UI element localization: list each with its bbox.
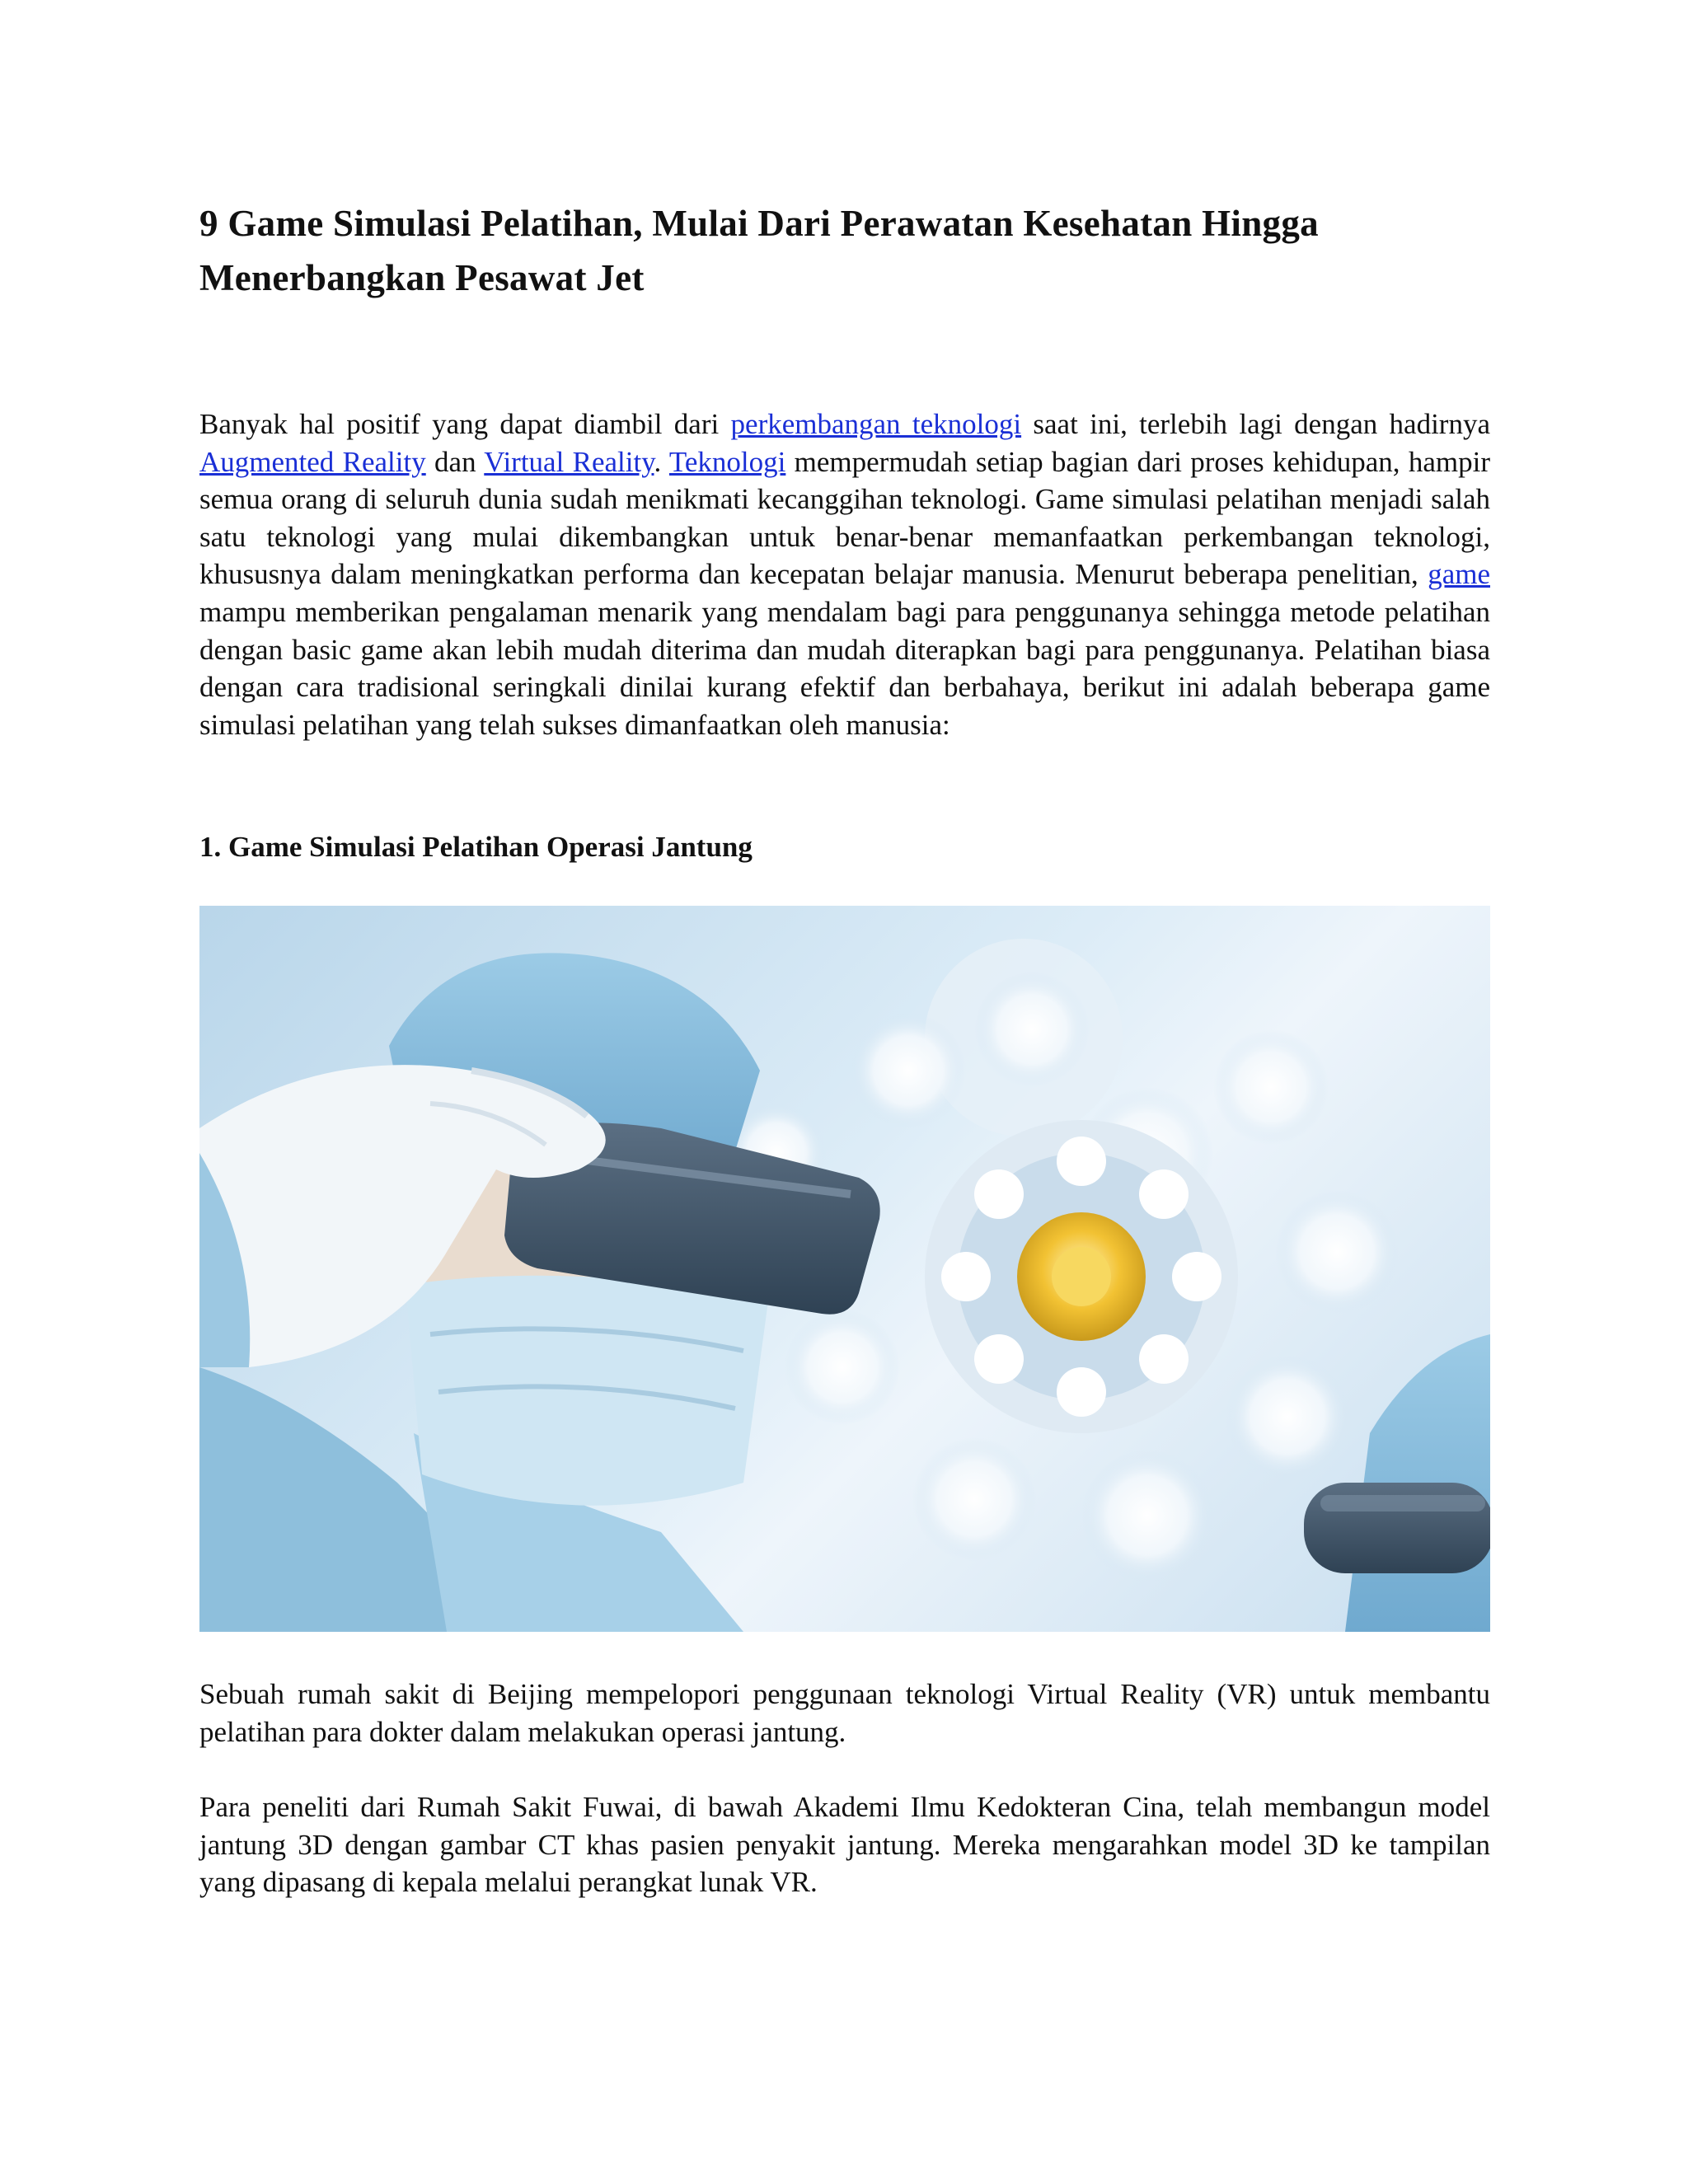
paragraph-2: Para peneliti dari Rumah Sakit Fuwai, di bawah Akademi Ilmu Kedokteran Cina, telah membangun model jantung 3D dengan gambar CT khas pasien penyakit jantung. Mereka mengarahkan model 3D ke tampilan yang dipasang di kepala melalui perangkat lunak VR. <box>199 1791 1490 1899</box>
intro-text-6: mampu memberikan pengalaman menarik yang mendalam bagi para penggunanya sehingga metode pelatihan dengan basic game akan lebih mudah diterima dan mudah diterapkan bagi para penggunanya. Pelatihan biasa dengan cara tradisional seringkali dinilai kurang efektif dan berbahaya, berikut ini adalah beberapa game simulasi pelatihan yang telah sukses dimanfaatkan oleh manusia: <box>199 595 1490 741</box>
section-heading: 1. Game Simulasi Pelatihan Operasi Jantung <box>199 831 753 863</box>
intro-paragraph <box>199 405 1490 743</box>
link-teknologi[interactable]: Teknologi <box>668 445 786 478</box>
link-game[interactable]: game <box>1428 558 1490 591</box>
intro-text-2: saat ini, terlebih lagi dengan hadirnya <box>1021 408 1490 440</box>
main-surgeon <box>199 953 880 1632</box>
surgeon-vr-photo <box>199 906 1490 1632</box>
intro-text-4: . <box>654 445 669 478</box>
paragraph-1: Sebuah rumah sakit di Beijing mempelopori penggunaan teknologi Virtual Reality (VR) untuk membantu pelatihan para dokter dalam melakukan operasi jantung. <box>199 1678 1490 1748</box>
link-virtual-reality[interactable]: Virtual Reality <box>484 445 654 478</box>
intro-text-3: dan <box>425 445 485 478</box>
article-title: 9 Game Simulasi Pelatihan, Mulai Dari Perawatan Kesehatan Hingga Menerbangkan Pesawat Jet <box>199 203 1319 298</box>
link-augmented-reality[interactable]: Augmented Reality <box>199 445 426 478</box>
intro-text-5: mempermudah setiap bagian dari proses kehidupan, hampir semua orang di seluruh dunia sudah menikmati kecanggihan teknologi. Game simulasi pelatihan menjadi salah satu teknologi yang mulai dikembangkan untuk benar-benar memanfaatkan perkembangan teknologi, khususnya dalam meningkatkan performa dan kecepatan belajar manusia. Menurut beberapa penelitian, <box>199 445 1491 591</box>
intro-text-1: Banyak hal positif yang dapat diambil dari <box>199 408 731 440</box>
link-perkembangan-teknologi[interactable]: perkembangan teknologi <box>730 408 1022 440</box>
surgeon-vr-illustration <box>199 906 1490 1632</box>
